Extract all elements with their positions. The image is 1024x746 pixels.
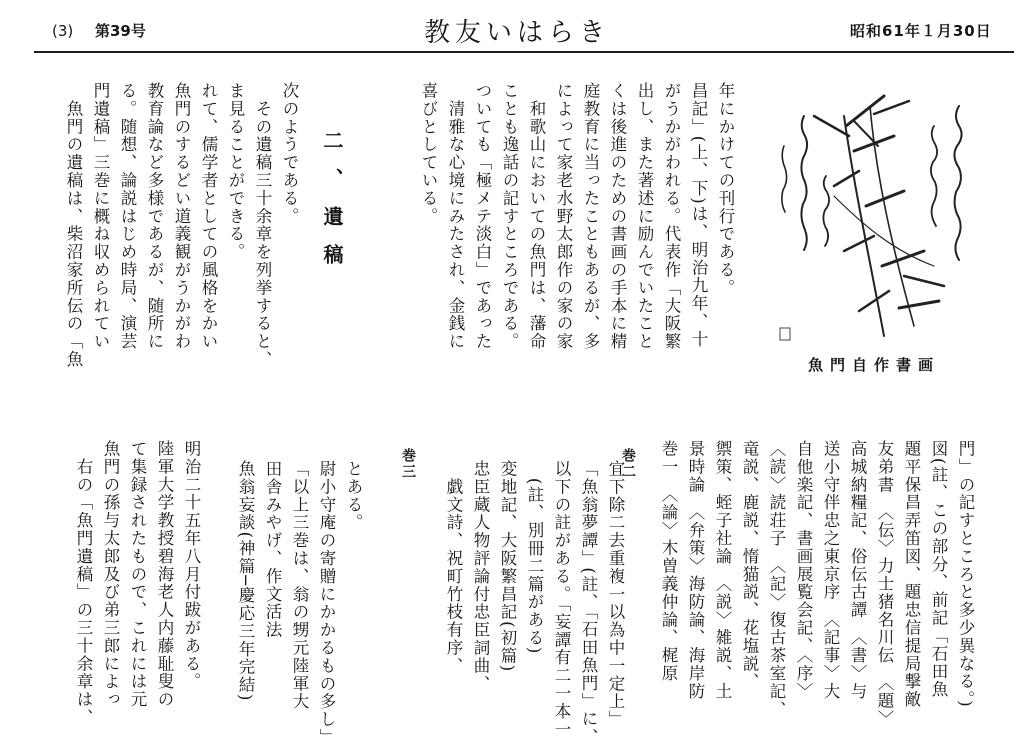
volume-heading: 巻三 xyxy=(400,448,416,480)
text-line: 昌記」(上、下)は、明治九年、十 xyxy=(689,82,708,349)
text-line: 明治二十五年八月付跋がある。 xyxy=(182,440,201,691)
text-line: 右の「魚門遺稿」の三十余章は、 xyxy=(74,440,93,727)
ink-painting xyxy=(774,76,980,349)
text-line: 出し、また著述に励んでいたこと xyxy=(635,82,654,351)
text-line: て集録されたもので、これには元 xyxy=(128,440,147,709)
text-line: 門遺稿」三巻に概ね収められてい xyxy=(91,82,110,351)
text-line: れて、儒学者としての風格をかい xyxy=(199,82,218,351)
text-line: 魚門の遺稿は、柴沼家所伝の「魚 xyxy=(64,82,83,369)
section-heading: 二、遺稿 xyxy=(320,130,344,282)
text-line: その遺稿三十余章を列挙すると、 xyxy=(253,82,272,369)
text-line: 巻一 〈論〉木曽義仲論、梶原 xyxy=(659,440,678,683)
text-line: 〈読〉読荘子 〈記〉復古茶室記、 xyxy=(767,440,786,719)
page-header xyxy=(0,0,1024,52)
text-line: 尉小守庵の寄贈にかかるもの多し」 xyxy=(317,460,336,746)
text-line: とある。 xyxy=(344,460,363,532)
issue-number: 第39号 xyxy=(95,22,146,40)
text-line: 魚門のするどい道義観がうかがわ xyxy=(172,82,191,351)
text-line: 変地記、大阪繁昌記(初篇) xyxy=(498,460,517,673)
text-line: 庭教育に当ったこともあるが、多 xyxy=(581,82,600,351)
text-line: 高城納糧記、俗伝古譚 〈書〉与 xyxy=(848,440,867,701)
text-line: 忠臣蔵人物評論付忠臣詞曲、 xyxy=(471,460,490,693)
text-line: ことも逸話の記すところである。 xyxy=(500,82,519,351)
text-line: 田舎みやげ、作文活法 xyxy=(263,460,282,639)
issue-date: 昭和61年１月30日 xyxy=(850,22,992,40)
text-line: (註、別冊二篇がある) xyxy=(525,460,544,655)
text-line: 次のようである。 xyxy=(280,82,299,226)
text-line: 友弟書 〈伝〉力士猪名川伝 〈題〉 xyxy=(875,440,894,728)
text-line: くは後進のための書画の手本に精 xyxy=(608,82,627,351)
text-line: 「以上三巻は、翁の甥元陸軍大 xyxy=(290,460,309,711)
text-line: る。随想、論説はじめ時局、演芸 xyxy=(118,82,137,351)
newsletter-title: 教友いはらき xyxy=(424,18,611,48)
text-line: 「魚翁夢譚」(註、「石田魚門」に、 xyxy=(579,460,598,746)
text-line: 宜下除二去重複一以為中一定上」 xyxy=(606,460,625,729)
text-line: 魚門の孫与太郎及び弟三郎によっ xyxy=(101,440,120,709)
text-line: 図(註、この部分、前記「石田魚 xyxy=(929,440,948,699)
text-line: 景時論 〈弁策〉海防論、海岸防 xyxy=(686,440,705,701)
text-line: ついても「極メテ淡白」であった xyxy=(473,82,492,351)
figure-caption: 魚門自作書画 xyxy=(807,356,940,374)
text-line: 戯文詩、祝町竹枝有序、 xyxy=(444,460,463,675)
text-column xyxy=(415,82,739,402)
text-line: 喜びとしている。 xyxy=(419,82,438,226)
volume-heading: 巻二 xyxy=(620,448,636,480)
text-line: 陸軍大学教授碧海老人内藤耻叟の xyxy=(155,440,174,709)
text-line: 門」の記すところと多少異なる。) xyxy=(956,440,975,709)
page-number: (3) xyxy=(52,22,74,40)
text-line: 自他楽記、書画展覧会記、〈序〉 xyxy=(794,440,813,701)
text-line: 魚翁妄談(神篇─慶応三年完結) xyxy=(236,460,255,702)
text-line: 清雅な心境にみたされ、金銭に xyxy=(446,82,465,351)
text-column xyxy=(655,440,979,730)
text-line: によって家老水野太郎作の家の家 xyxy=(554,82,573,351)
text-column xyxy=(60,82,303,402)
text-column xyxy=(232,460,367,746)
text-line: 禦策、蛭子社論 〈説〉雑説、土 xyxy=(713,440,732,701)
text-line: 年にかけての刊行である。 xyxy=(716,82,735,297)
text-line: 以下の註がある。「妄譚有二一本一 xyxy=(552,460,571,739)
text-line: 題平保昌弄笛図、題忠信提局撃敵 xyxy=(902,440,921,709)
text-line: がうかがわれる。代表作「大阪繁 xyxy=(662,82,681,351)
text-column xyxy=(70,440,205,730)
text-line: 和歌山においての魚門は、藩命 xyxy=(527,82,546,351)
text-column xyxy=(440,460,629,746)
header-rule xyxy=(34,51,1014,53)
text-line: 教育論など多様であるが、随所に xyxy=(145,82,164,351)
text-line: 送小守伴忠之東京序 〈記事〉大 xyxy=(821,440,840,701)
text-line: 竜説、鹿説、惰猫説、花塩説、 xyxy=(740,440,759,691)
text-line: ま見ることができる。 xyxy=(226,82,245,261)
